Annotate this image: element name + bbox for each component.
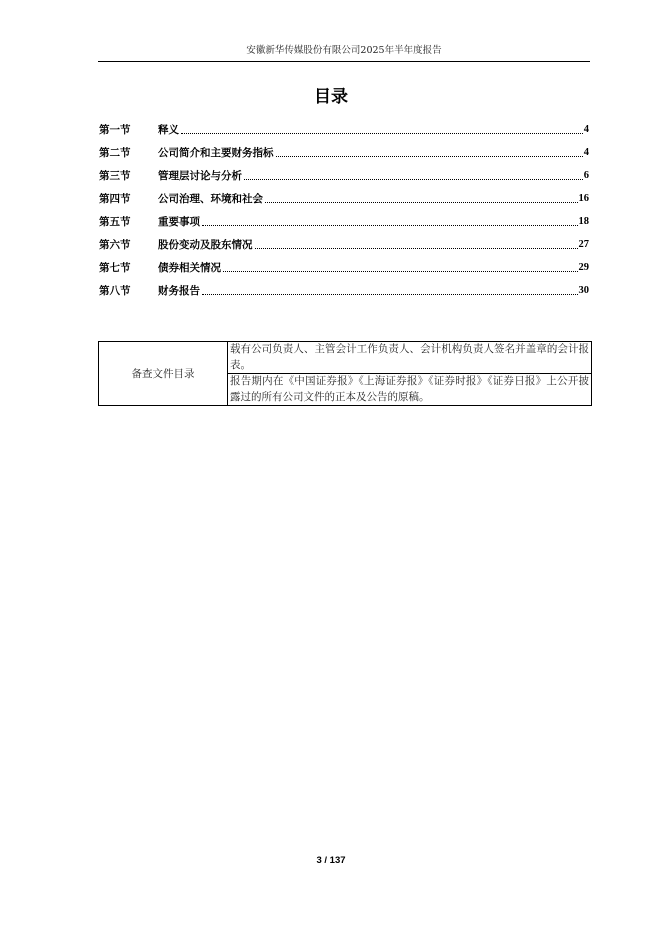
toc-leader-dots [201,285,578,297]
table-row [99,342,592,374]
header-title: 安徽新华传媒股份有限公司2025年半年度报告 [246,45,442,56]
toc-section-title: 公司治理、环境和社会 [158,193,263,205]
page-title: 目录 [314,87,348,107]
toc-section-number: 第六节 [99,239,131,251]
toc-page-number: 27 [578,239,589,250]
toc-page-number: 18 [578,216,589,227]
toc-section-number: 第四节 [99,193,131,205]
reference-documents-table [98,341,592,406]
toc-entry-6[interactable] [99,233,589,256]
toc-page-number: 30 [578,285,589,296]
toc-section-title: 财务报告 [158,285,200,297]
toc-section-title: 释义 [158,124,179,136]
toc-page-number: 16 [578,193,589,204]
toc-leader-dots [264,193,578,205]
toc-leader-dots [222,262,578,274]
toc-entry-3[interactable] [99,164,589,187]
toc-page-number: 4 [583,124,589,135]
toc-section-title: 股份变动及股东情况 [158,239,253,251]
toc-entry-2[interactable] [99,141,589,164]
toc-entry-8[interactable] [99,279,589,302]
reference-doc-item: 报告期内在《中国证券报》《上海证券报》《证券时报》《证券日报》上公开披露过的所有公司文件的正本及公告的原稿。 [228,374,592,406]
toc-leader-dots [254,239,578,251]
toc-leader-dots [201,216,578,228]
toc-section-number: 第一节 [99,124,131,136]
table-of-contents [99,118,589,302]
toc-section-title: 公司简介和主要财务指标 [158,147,274,159]
reference-docs-label: 备查文件目录 [99,342,228,406]
toc-entry-5[interactable] [99,210,589,233]
toc-leader-dots [275,147,583,159]
toc-section-number: 第二节 [99,147,131,159]
toc-section-title: 债券相关情况 [158,262,221,274]
toc-section-number: 第三节 [99,170,131,182]
page-indicator: 3 / 137 [316,855,346,866]
toc-section-number: 第八节 [99,285,131,297]
toc-page-number: 29 [578,262,589,273]
reference-doc-item: 载有公司负责人、主管会计工作负责人、会计机构负责人签名并盖章的会计报表。 [228,342,592,374]
toc-section-number: 第五节 [99,216,131,228]
toc-section-title: 重要事项 [158,216,200,228]
running-header [98,44,590,62]
toc-section-number: 第七节 [99,262,131,274]
toc-leader-dots [180,124,583,136]
toc-entry-1[interactable] [99,118,589,141]
toc-entry-7[interactable] [99,256,589,279]
toc-page-number: 4 [583,147,589,158]
toc-page-number: 6 [583,170,589,181]
toc-section-title: 管理层讨论与分析 [158,170,242,182]
toc-leader-dots [243,170,583,182]
toc-entry-4[interactable] [99,187,589,210]
